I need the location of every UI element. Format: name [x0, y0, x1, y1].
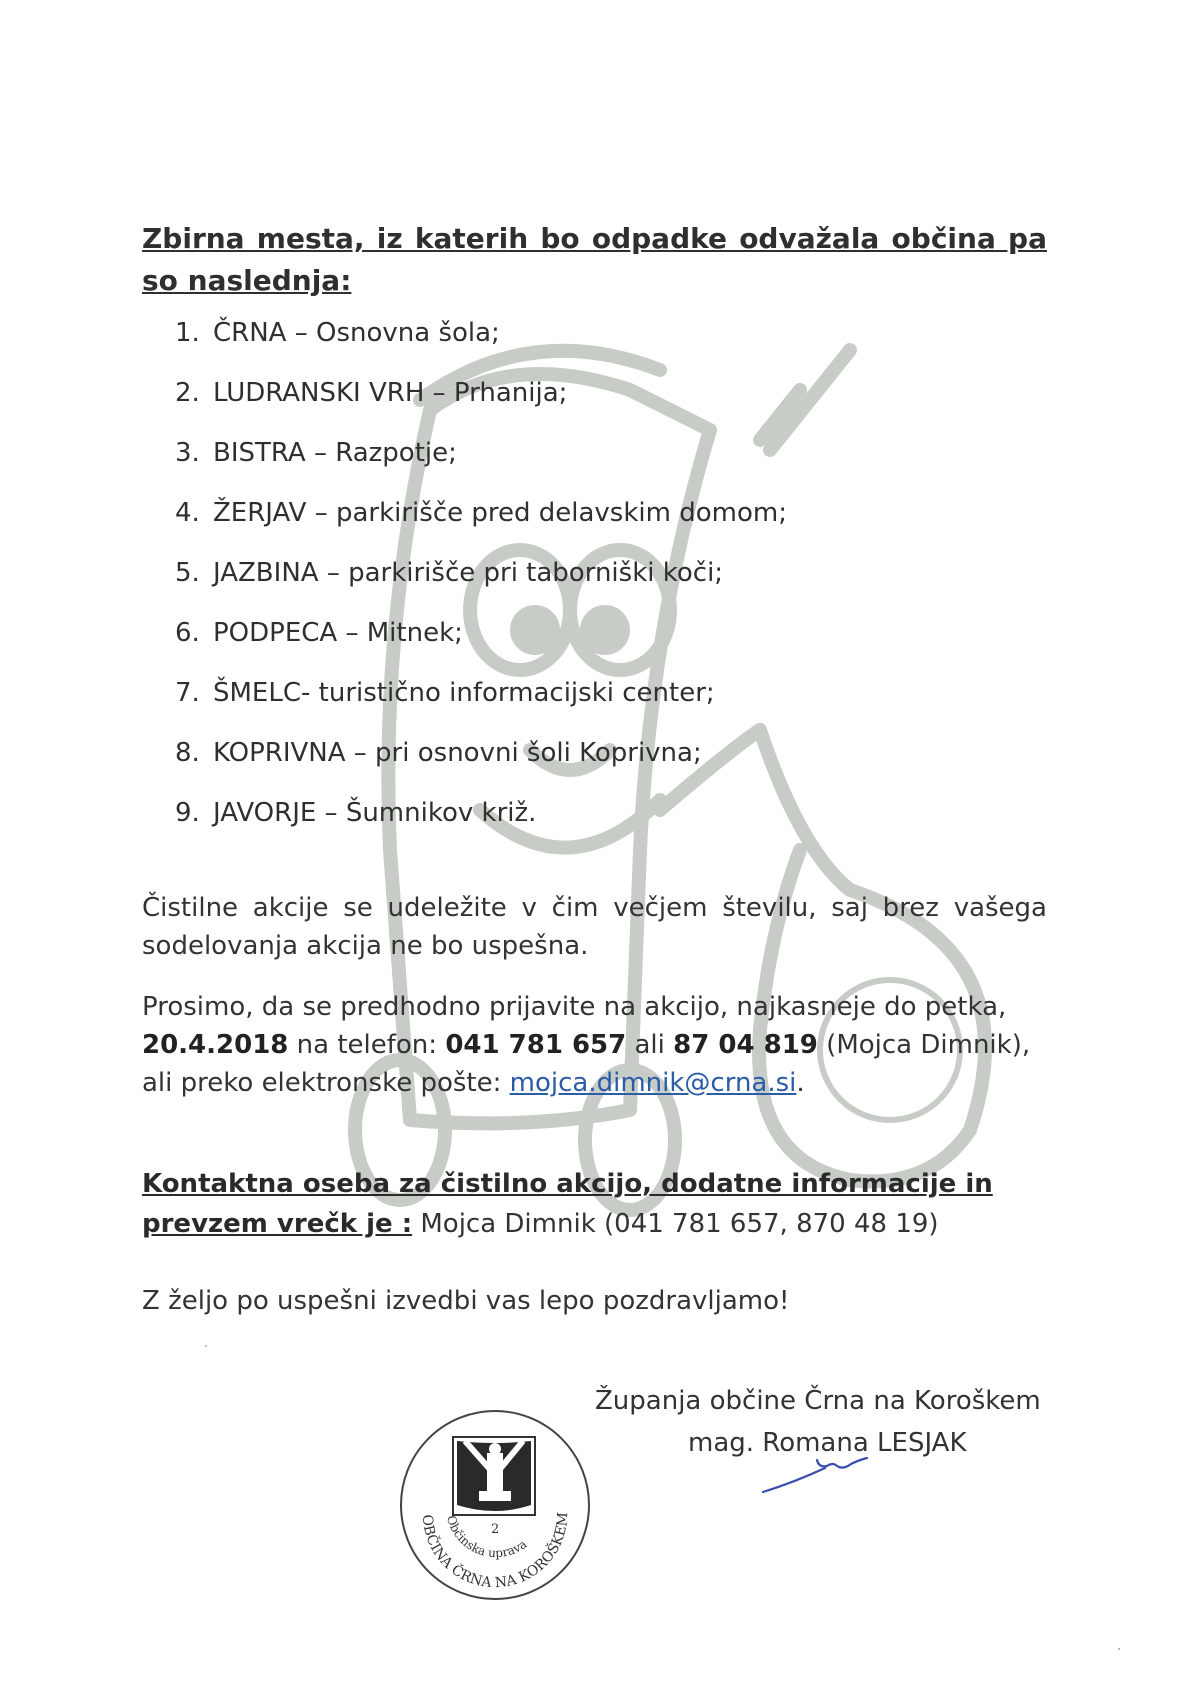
list-item [175, 316, 787, 376]
registration-text: na telefon: [288, 1030, 446, 1060]
list-text: ŠMELC- turistično informacijski center; [213, 678, 715, 708]
list-text: ČRNA – Osnovna šola; [213, 318, 500, 348]
stamp-outer-text: OBČINA ČRNA NA KOROŠKEM [418, 1511, 572, 1592]
closing-greeting: Z željo po uspešni izvedbi vas lepo pozdravljamo! [142, 1286, 790, 1316]
list-item [175, 496, 787, 556]
stamp-number: 2 [491, 1522, 500, 1537]
list-text: BISTRA – Razpotje; [213, 438, 457, 468]
contact-label: Kontaktna oseba za čistilno akcijo, dodatne informacije in prevzem vrečk je [142, 1169, 993, 1239]
contact-colon: : [401, 1209, 413, 1239]
list-item [175, 676, 787, 736]
collection-points-list [175, 316, 787, 856]
list-item [175, 736, 787, 796]
signatory-title: Županja občine Črna na Koroškem [595, 1386, 1041, 1416]
registration-text: (Mojca Dimnik), ali preko elektronske pošte: [142, 1030, 1031, 1098]
registration-text: . [796, 1068, 805, 1098]
scan-speck [205, 1345, 207, 1347]
collection-points-heading: Zbirna mesta, iz katerih bo odpadke odvažala občina pa so naslednja: [142, 222, 1047, 297]
list-item [175, 616, 787, 676]
list-number: 4. [175, 498, 200, 528]
list-number: 6. [175, 618, 200, 648]
scan-speck [1118, 1648, 1120, 1650]
list-number: 7. [175, 678, 200, 708]
signatory-name: mag. Romana LESJAK [688, 1428, 967, 1458]
list-text: LUDRANSKI VRH – Prhanija; [213, 378, 568, 408]
contact-paragraph [142, 1164, 1047, 1244]
deadline-date: 20.4.2018 [142, 1030, 289, 1060]
list-text: KOPRIVNA – pri osnovni šoli Koprivna; [213, 738, 702, 768]
phone-number-1: 041 781 657 [445, 1030, 627, 1060]
list-number: 2. [175, 378, 200, 408]
municipality-stamp [395, 1405, 595, 1605]
list-number: 5. [175, 558, 200, 588]
phone-number-2: 87 04 819 [673, 1030, 818, 1060]
list-item [175, 556, 787, 616]
participation-paragraph: Čistilne akcije se udeležite v čim večjem številu, saj brez vašega sodelovanja akcija ne bo uspešna. [142, 893, 1047, 961]
list-number: 3. [175, 438, 200, 468]
contact-value: Mojca Dimnik (041 781 657, 870 48 19) [412, 1209, 939, 1239]
registration-text: ali [626, 1030, 674, 1060]
email-link[interactable]: mojca.dimnik@crna.si [509, 1068, 797, 1098]
svg-text:Občinska uprava [444, 1514, 529, 1560]
stamp-inner-text: Občinska uprava [443, 1513, 530, 1561]
list-number: 9. [175, 798, 200, 828]
registration-paragraph [142, 988, 1047, 1102]
list-item [175, 436, 787, 496]
list-number: 8. [175, 738, 200, 768]
handwritten-signature [755, 1440, 915, 1500]
registration-text: Prosimo, da se predhodno prijavite na akcijo, najkasneje do petka, [142, 992, 1007, 1022]
list-item [175, 376, 787, 436]
list-text: ŽERJAV – parkirišče pred delavskim domom; [213, 498, 787, 528]
list-text: PODPECA – Mitnek; [213, 618, 463, 648]
list-item [175, 796, 787, 856]
list-text: JAVORJE – Šumnikov križ. [213, 798, 537, 828]
list-text: JAZBINA – parkirišče pri taborniški koči; [213, 558, 724, 588]
list-number: 1. [175, 318, 200, 348]
